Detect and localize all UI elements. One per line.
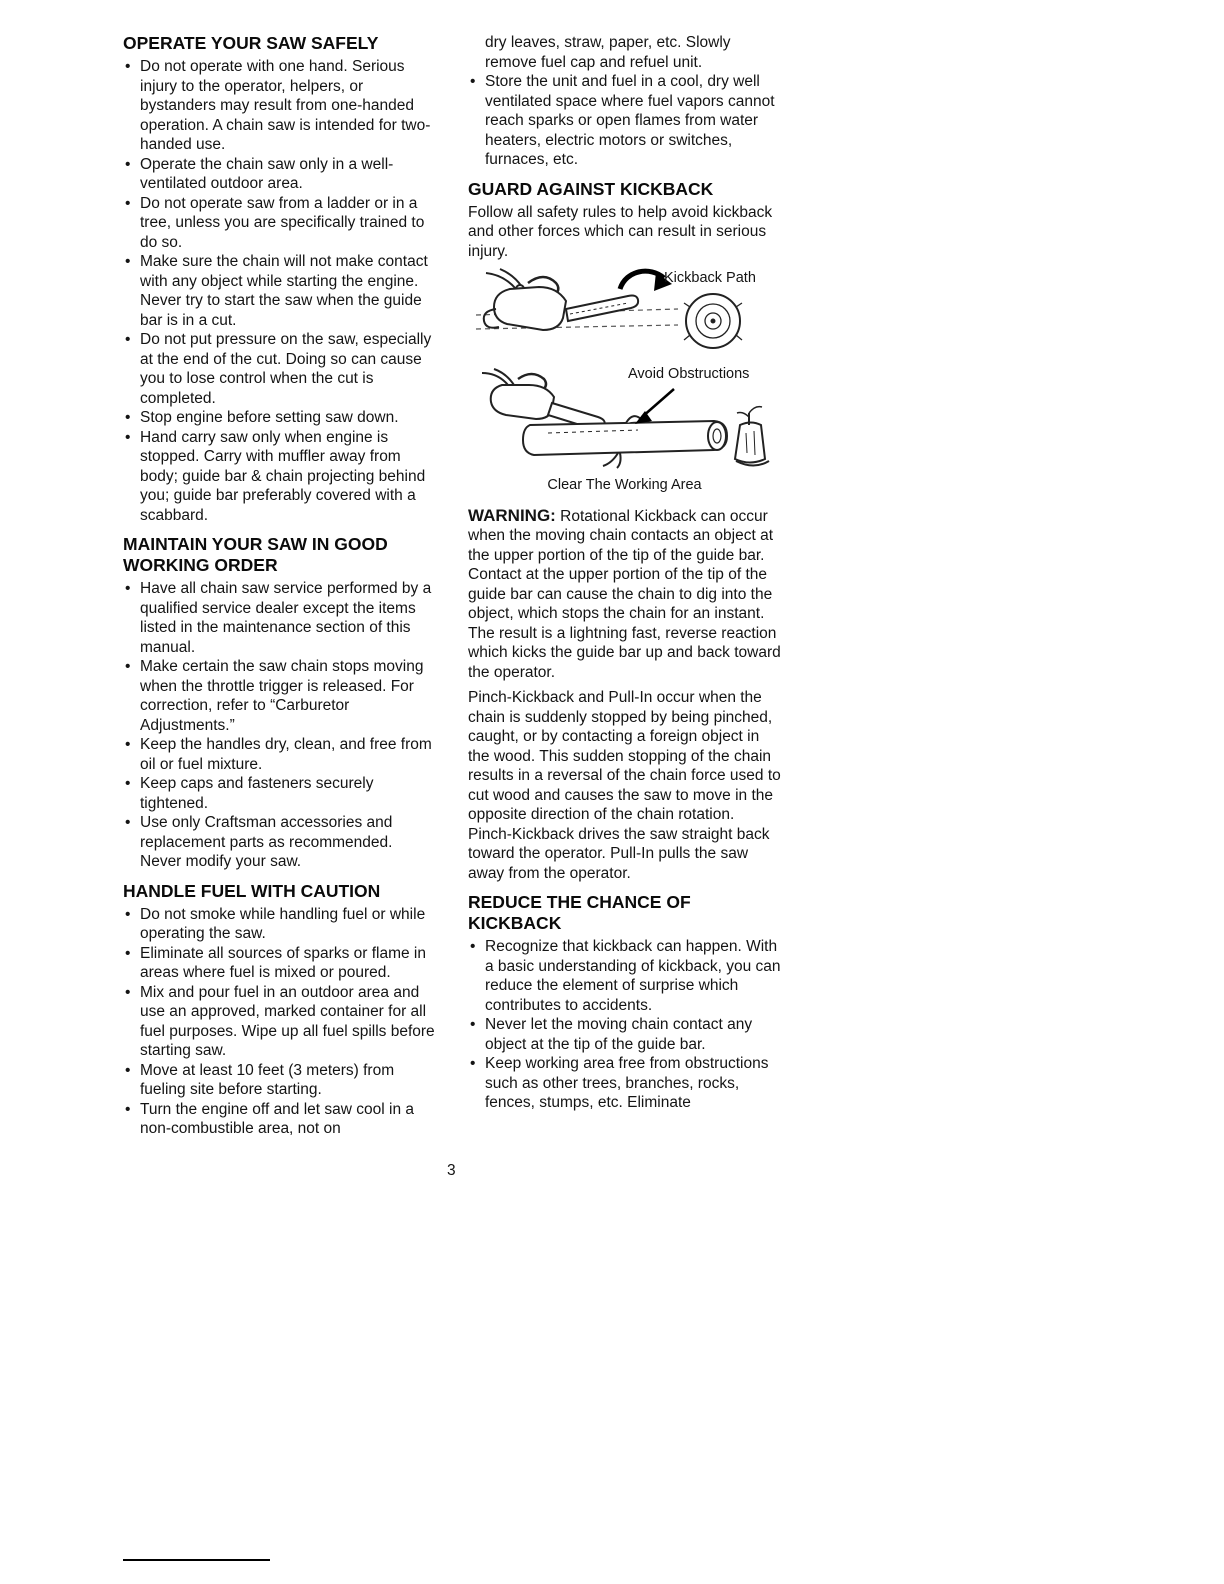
bullet-item: • Do not operate saw from a ladder or in a tree, unless you are specifically trained to do so. bbox=[123, 194, 436, 253]
warning-text: Rotational Kickback can occur when the moving chain contacts an object at the upper portion of the tip of the guide bar. Contact at the upper portion of the tip of the guide bar can cause the chain to dig into the object, which stops the chain for an instant. The result is a lightning fast, reverse reaction which kicks the guide bar up and back toward the operator. bbox=[468, 507, 781, 681]
bullet-item: • Mix and pour fuel in an outdoor area and use an approved, marked container for all fuel purposes. Wipe up all fuel spills before starting saw. bbox=[123, 983, 436, 1061]
figure-label: Avoid Obstructions bbox=[628, 366, 750, 382]
bullet-list bbox=[468, 72, 781, 170]
bullet-item: • Recognize that kickback can happen. With a basic understanding of kickback, you can reduce the element of surprise which contributes to accidents. bbox=[468, 937, 781, 1015]
bullet-item: • Operate the chain saw only in a well-ventilated outdoor area. bbox=[123, 155, 436, 194]
bullet-list bbox=[123, 57, 436, 525]
figure-label: Kickback Path bbox=[664, 270, 756, 286]
avoid-obstructions-figure bbox=[468, 363, 781, 471]
figure-caption: Clear The Working Area bbox=[547, 477, 702, 493]
bullet-item: • Do not put pressure on the saw, especially at the end of the cut. Doing so can cause you to lose control when the cut is completed. bbox=[123, 330, 436, 408]
fuel-bullet-continuation: dry leaves, straw, paper, etc. Slowly remove fuel cap and refuel unit. bbox=[485, 34, 731, 71]
bullet-item: • Keep working area free from obstructions such as other trees, branches, rocks, fences, stumps, etc. Eliminate bbox=[468, 1054, 781, 1113]
bullet-item: • Make certain the saw chain stops moving when the throttle trigger is released. For correction, refer to “Carburetor Adjustments.” bbox=[123, 657, 436, 735]
right-column bbox=[468, 33, 781, 1140]
bullet-item: • Turn the engine off and let saw cool in a non-combustible area, not on bbox=[123, 1100, 436, 1139]
section-guard-against-kickback bbox=[468, 179, 781, 884]
section-operate-your-saw-safely bbox=[123, 33, 436, 525]
bullet-item: • Have all chain saw service performed by a qualified service dealer except the items listed in the maintenance section of this manual. bbox=[123, 579, 436, 657]
section-heading: OPERATE YOUR SAW SAFELY bbox=[123, 33, 379, 53]
bullet-item: • Keep caps and fasteners securely tightened. bbox=[123, 774, 436, 813]
kickback-path-figure bbox=[468, 265, 781, 359]
bullet-item: • Keep the handles dry, clean, and free from oil or fuel mixture. bbox=[123, 735, 436, 774]
bullet-item: • Store the unit and fuel in a cool, dry well ventilated space where fuel vapors cannot reach sparks or open flames from water heaters, electric motors or switches, furnaces, etc. bbox=[468, 72, 781, 170]
bullet-list bbox=[123, 579, 436, 872]
bullet-item: • Stop engine before setting saw down. bbox=[123, 408, 436, 428]
section-heading: HANDLE FUEL WITH CAUTION bbox=[123, 880, 381, 901]
left-column bbox=[123, 33, 436, 1140]
guard-intro-text: Follow all safety rules to help avoid kickback and other forces which can result in serious injury. bbox=[468, 203, 773, 260]
page-content bbox=[123, 33, 781, 1140]
bullet-list bbox=[468, 937, 781, 1113]
bullet-list bbox=[123, 905, 436, 1139]
section-maintain-your-saw bbox=[123, 534, 436, 872]
section-heading: REDUCE THE CHANCE OF KICKBACK bbox=[468, 892, 691, 933]
bullet-item: • Eliminate all sources of sparks or flame in areas where fuel is mixed or poured. bbox=[123, 944, 436, 983]
bullet-item: • Move at least 10 feet (3 meters) from fueling site before starting. bbox=[123, 1061, 436, 1100]
warning-label: WARNING: bbox=[468, 505, 556, 525]
bullet-item: • Do not operate with one hand. Serious injury to the operator, helpers, or bystanders may result from one-handed operation. A chain saw is intended for two-handed use. bbox=[123, 57, 436, 155]
section-heading: GUARD AGAINST KICKBACK bbox=[468, 178, 714, 199]
bullet-item: • Make sure the chain will not make contact with any object while starting the engine. Never try to start the saw when the guide bar is in a cut. bbox=[123, 252, 436, 330]
bullet-item: • Use only Craftsman accessories and replacement parts as recommended. Never modify your saw. bbox=[123, 813, 436, 872]
pinch-kickback-paragraph: Pinch-Kickback and Pull-In occur when the chain is suddenly stopped by being pinched, caught, or by contacting a foreign object in the wood. This sudden stopping of the chain results in a reversal of the chain force used to cut wood and causes the saw to move in the opposite direction of the chain rotation. Pinch-Kickback drives the saw straight back toward the operator. Pull-In pulls the saw away from the operator. bbox=[468, 689, 781, 882]
page-number: 3 bbox=[447, 1162, 456, 1179]
bullet-item: • Never let the moving chain contact any object at the tip of the guide bar. bbox=[468, 1015, 781, 1054]
section-handle-fuel-with-caution bbox=[123, 881, 436, 1139]
section-heading: MAINTAIN YOUR SAW IN GOOD WORKING ORDER bbox=[123, 534, 388, 575]
warning-paragraph bbox=[468, 506, 781, 683]
footer-rule bbox=[123, 1559, 270, 1561]
bullet-item: • Do not smoke while handling fuel or while operating the saw. bbox=[123, 905, 436, 944]
bullet-item: • Hand carry saw only when engine is stopped. Carry with muffler away from body; guide bar & chain projecting behind you; guide bar preferably covered with a scabbard. bbox=[123, 428, 436, 526]
section-reduce-the-chance-of-kickback bbox=[468, 892, 781, 1113]
